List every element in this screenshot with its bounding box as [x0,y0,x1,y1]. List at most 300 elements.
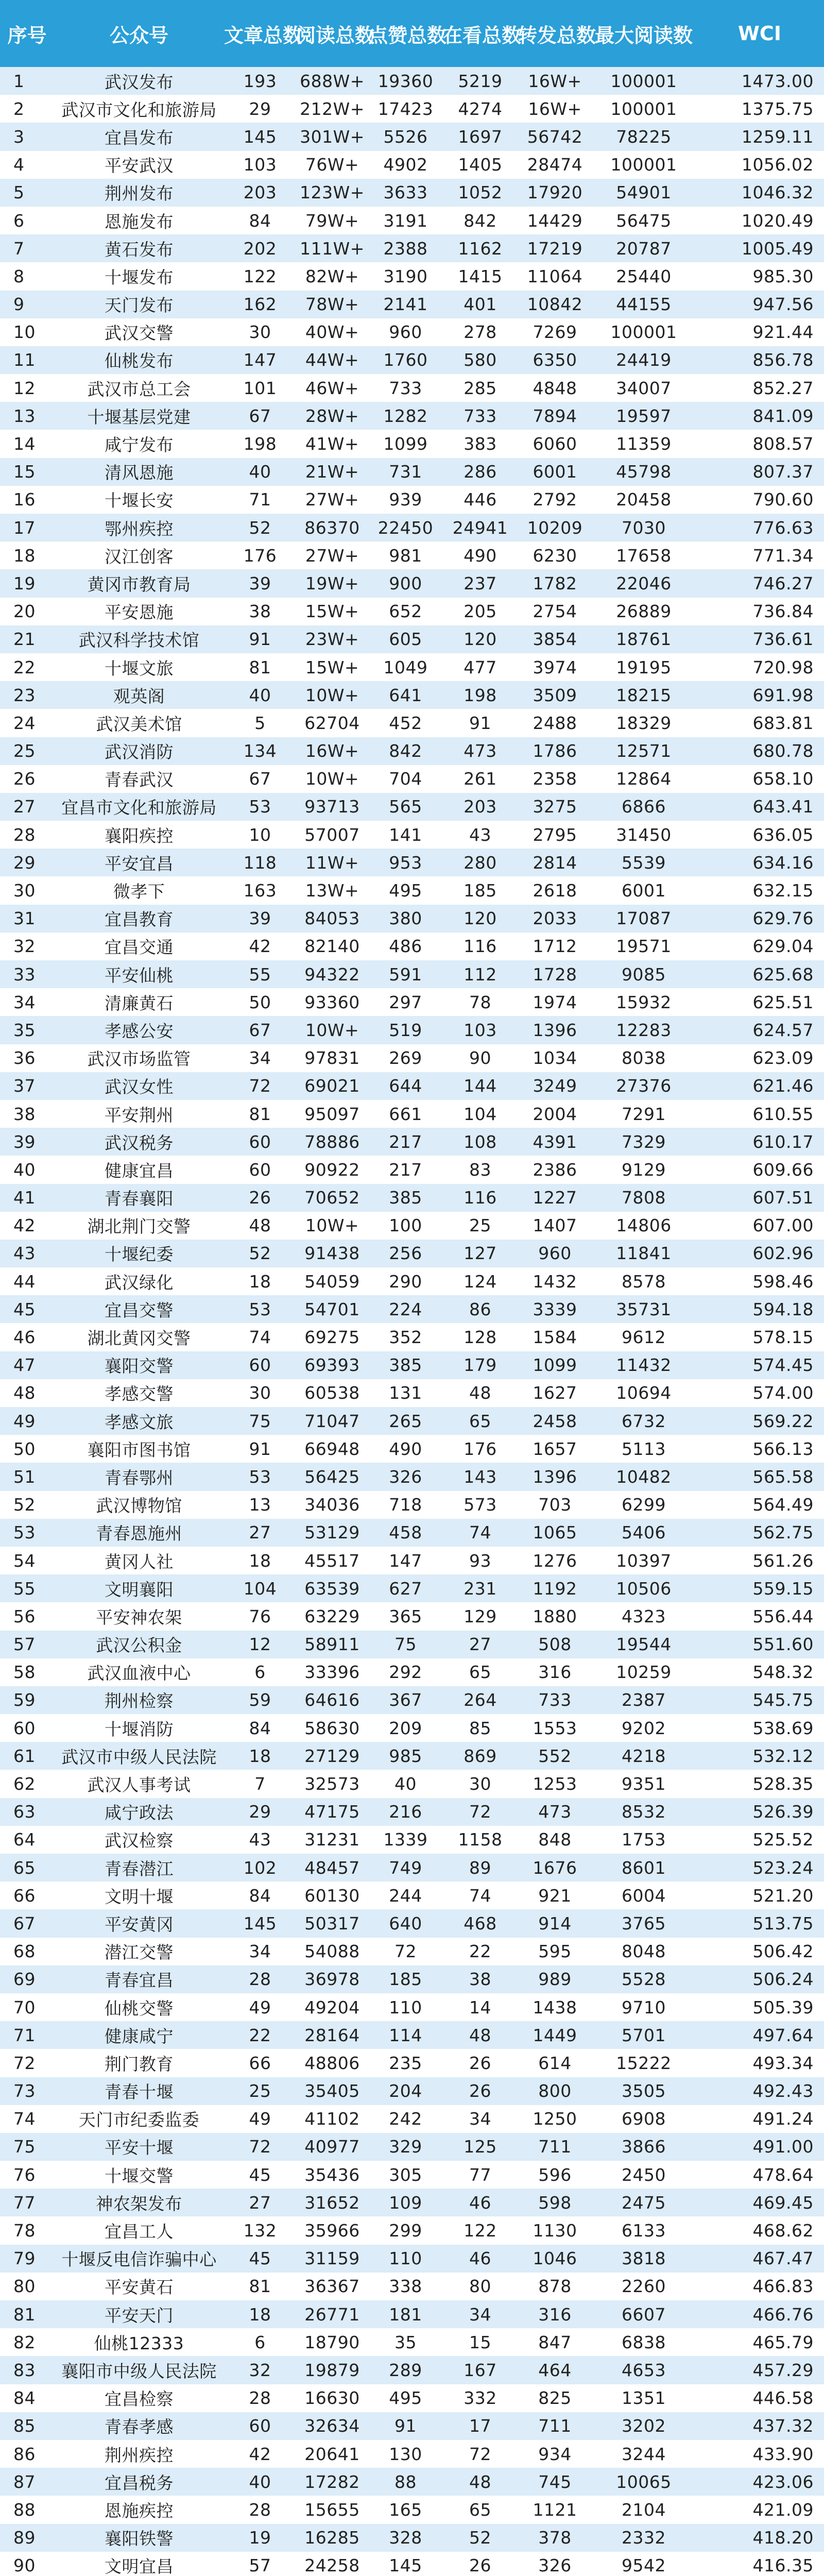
wci-cell: 578.15 [752,1327,814,1348]
account-cell: 青春宜昌 [105,1970,174,1991]
account-cell: 平安黄冈 [105,1914,174,1935]
looking-cell: 4274 [458,98,503,119]
reads-cell: 86370 [304,517,360,538]
forwards-cell: 1880 [533,1606,577,1626]
wci-cell: 562.75 [752,1522,814,1543]
rank-cell: 46 [13,1327,36,1348]
reads-cell: 64616 [304,1690,360,1710]
looking-cell: 179 [464,1355,497,1376]
account-cell: 襄阳市图书馆 [87,1439,191,1460]
account-cell: 平安武汉 [105,156,174,176]
wci-cell: 746.27 [752,573,814,594]
forwards-cell: 711 [538,2137,572,2157]
forwards-cell: 1438 [533,1997,577,2018]
table-row [0,2105,824,2133]
likes-cell: 718 [389,1495,422,1515]
wci-cell: 523.24 [752,1857,814,1878]
articles-cell: 102 [243,1857,277,1878]
account-cell: 宜昌交警 [105,1300,174,1320]
likes-cell: 1282 [383,405,428,426]
reads-cell: 10W+ [305,1020,359,1040]
max-read-cell: 18761 [616,629,672,650]
wci-cell: 947.56 [752,294,814,315]
reads-cell: 34036 [304,1495,360,1515]
reads-cell: 15655 [304,2499,360,2520]
wci-cell: 625.68 [752,964,814,985]
wci-cell: 506.42 [752,1941,814,1962]
articles-cell: 84 [249,1885,271,1906]
max-read-cell: 34007 [616,378,672,398]
max-read-cell: 6908 [622,2109,666,2129]
looking-cell: 203 [464,796,497,817]
forwards-cell: 1121 [533,2499,577,2520]
likes-cell: 204 [389,2081,422,2102]
likes-cell: 110 [389,2248,422,2269]
account-cell: 平安十堰 [105,2138,174,2158]
reads-cell: 69275 [304,1327,360,1348]
articles-cell: 18 [249,1271,271,1292]
table-row [0,67,824,95]
likes-cell: 565 [389,796,422,817]
likes-cell: 842 [389,741,422,761]
articles-cell: 84 [249,210,271,231]
wci-cell: 574.00 [752,1383,814,1403]
likes-cell: 338 [389,2276,422,2297]
table-row [0,262,824,290]
wci-cell: 643.41 [752,796,814,817]
max-read-cell: 12283 [616,1020,672,1040]
forwards-cell: 1192 [533,1578,577,1599]
rank-cell: 54 [13,1550,36,1571]
account-cell: 青春武汉 [105,770,174,790]
max-read-cell: 11432 [616,1355,672,1376]
reads-cell: 111W+ [300,238,365,259]
articles-cell: 74 [249,1327,271,1348]
account-cell: 咸宁发布 [105,435,174,455]
account-cell: 武汉美术馆 [96,714,182,734]
account-cell: 宜昌教育 [105,909,174,930]
max-read-cell: 17087 [616,908,672,929]
likes-cell: 605 [389,629,422,650]
rank-cell: 75 [13,2137,36,2157]
wci-cell: 491.00 [752,2137,814,2157]
reads-cell: 35966 [304,2221,360,2241]
likes-cell: 365 [389,1606,422,1626]
reads-cell: 41W+ [305,434,359,454]
wci-cell: 418.20 [752,2528,814,2548]
wci-cell: 538.69 [752,1718,814,1738]
table-row [0,598,824,625]
looking-cell: 125 [464,2137,497,2157]
header-forwards: 转发总数 [518,24,596,47]
forwards-cell: 733 [538,1690,572,1710]
account-cell: 荆州发布 [105,183,174,204]
articles-cell: 18 [249,1550,271,1571]
table-row [0,1267,824,1295]
table-row [0,318,824,346]
table-row [0,793,824,821]
likes-cell: 3633 [383,182,428,203]
articles-cell: 39 [249,573,271,594]
rank-cell: 86 [13,2444,36,2464]
articles-cell: 26 [249,1188,271,1208]
forwards-cell: 1396 [533,1466,577,1487]
account-cell: 湖北黄冈交警 [87,1328,191,1349]
wci-cell: 513.75 [752,1913,814,1934]
account-cell: 微孝下 [113,882,165,902]
max-read-cell: 3818 [622,2248,666,2269]
forwards-cell: 2792 [533,489,577,510]
likes-cell: 704 [389,769,422,789]
forwards-cell: 1657 [533,1438,577,1459]
header-max-read: 最大阅读数 [594,24,693,47]
articles-cell: 72 [249,1076,271,1096]
rank-cell: 48 [13,1383,36,1403]
articles-cell: 60 [249,1131,271,1152]
account-cell: 汉江创客 [105,546,174,567]
articles-cell: 202 [243,238,277,259]
wci-cell: 497.64 [752,2025,814,2045]
likes-cell: 900 [389,573,422,594]
articles-cell: 52 [249,517,271,538]
wci-cell: 610.17 [752,1131,814,1152]
account-cell: 平安恩施 [105,602,174,623]
table-row [0,1323,824,1351]
articles-cell: 193 [243,71,277,91]
wci-cell: 545.75 [752,1690,814,1710]
looking-cell: 25 [469,1215,491,1236]
wci-cell: 610.55 [752,1104,814,1124]
rank-cell: 24 [13,713,36,733]
looking-cell: 93 [469,1550,491,1571]
table-row [0,2468,824,2496]
articles-cell: 57 [249,2555,271,2576]
rank-cell: 13 [13,405,36,426]
table-row [0,1602,824,1630]
reads-cell: 31652 [304,2192,360,2213]
forwards-cell: 1553 [533,1718,577,1738]
table-row [0,1044,824,1072]
articles-cell: 49 [249,2109,271,2129]
rank-cell: 49 [13,1411,36,1431]
forwards-cell: 1407 [533,1215,577,1236]
rank-cell: 7 [13,238,25,259]
looking-cell: 264 [464,1690,497,1710]
reads-cell: 27W+ [305,489,359,510]
looking-cell: 237 [464,573,497,594]
forwards-cell: 326 [538,2555,572,2576]
rank-cell: 44 [13,1271,36,1292]
forwards-cell: 848 [538,1829,572,1850]
wci-cell: 623.09 [752,1048,814,1069]
articles-cell: 42 [249,2444,271,2464]
table-row [0,151,824,179]
articles-cell: 147 [243,350,277,370]
account-cell: 武汉科学技术馆 [78,630,200,651]
account-cell: 平安神农架 [96,1607,182,1628]
articles-cell: 72 [249,2137,271,2157]
max-read-cell: 19571 [616,936,672,957]
reads-cell: 58911 [304,1634,360,1655]
reads-cell: 79W+ [305,210,359,231]
wci-cell: 559.15 [752,1578,814,1599]
forwards-cell: 800 [538,2081,572,2102]
reads-cell: 82W+ [305,266,359,286]
max-read-cell: 100001 [610,322,677,343]
looking-cell: 116 [464,936,497,957]
rank-cell: 57 [13,1634,36,1655]
wci-cell: 841.09 [752,405,814,426]
max-read-cell: 9542 [622,2555,666,2576]
table-row [0,653,824,681]
looking-cell: 1697 [458,126,503,147]
likes-cell: 2141 [383,294,428,315]
rank-cell: 8 [13,266,25,286]
account-cell: 仙桃12333 [94,2333,184,2353]
rank-cell: 59 [13,1690,36,1710]
rank-cell: 85 [13,2416,36,2436]
rank-cell: 55 [13,1578,36,1599]
wci-cell: 561.26 [752,1550,814,1571]
articles-cell: 176 [243,545,277,566]
rank-cell: 28 [13,824,36,845]
looking-cell: 1162 [458,238,503,259]
rank-cell: 81 [13,2304,36,2325]
likes-cell: 385 [389,1188,422,1208]
max-read-cell: 45798 [616,462,672,482]
looking-cell: 278 [464,322,497,343]
max-read-cell: 15932 [616,992,672,1012]
table-row [0,1574,824,1602]
account-cell: 十堰交警 [105,2165,174,2186]
looking-cell: 473 [464,741,497,761]
header-row [0,0,824,67]
reads-cell: 16630 [304,2388,360,2409]
max-read-cell: 1351 [622,2388,666,2409]
table-row [0,876,824,904]
rank-cell: 30 [13,880,36,901]
table-row [0,1463,824,1490]
wci-cell: 790.60 [752,489,814,510]
forwards-cell: 2004 [533,1104,577,1124]
rank-cell: 65 [13,1857,36,1878]
table-row [0,2245,824,2273]
forwards-cell: 2754 [533,601,577,622]
account-cell: 咸宁政法 [105,1803,174,1823]
table-row [0,1826,824,1854]
likes-cell: 17423 [377,98,434,119]
likes-cell: 244 [389,1885,422,1906]
rank-cell: 73 [13,2081,36,2102]
looking-cell: 72 [469,2444,491,2464]
reads-cell: 20641 [304,2444,360,2464]
table-row [0,1993,824,2021]
reads-cell: 54701 [304,1299,360,1319]
rank-cell: 47 [13,1355,36,1376]
reads-cell: 47175 [304,1802,360,1822]
table-row [0,1798,824,1826]
forwards-cell: 56742 [527,126,583,147]
account-cell: 武汉血液中心 [87,1663,191,1684]
reads-cell: 10W+ [305,769,359,789]
looking-cell: 280 [464,852,497,873]
wci-cell: 551.60 [752,1634,814,1655]
wci-cell: 602.96 [752,1243,814,1264]
looking-cell: 90 [469,1048,491,1069]
articles-cell: 6 [254,2332,266,2352]
account-cell: 十堰文旅 [105,658,174,679]
looking-cell: 46 [469,2248,491,2269]
likes-cell: 91 [394,2416,417,2436]
max-read-cell: 24419 [616,350,672,370]
max-read-cell: 35731 [616,1299,672,1319]
forwards-cell: 3509 [533,685,577,705]
max-read-cell: 14806 [616,1215,672,1236]
max-read-cell: 25440 [616,266,672,286]
forwards-cell: 1046 [533,2248,577,2269]
looking-cell: 122 [464,2221,497,2241]
looking-cell: 77 [469,2164,491,2185]
likes-cell: 265 [389,1411,422,1431]
wci-cell: 526.39 [752,1802,814,1822]
account-cell: 荆门教育 [105,2054,174,2074]
wci-cell: 807.37 [752,462,814,482]
likes-cell: 458 [389,1522,422,1543]
max-read-cell: 3866 [622,2137,666,2157]
articles-cell: 7 [254,1774,266,1794]
max-read-cell: 11359 [616,434,672,454]
account-cell: 平安仙桃 [105,965,174,986]
articles-cell: 132 [243,2221,277,2241]
rank-cell: 19 [13,573,36,594]
wci-cell: 566.13 [752,1438,814,1459]
account-cell: 武汉交警 [105,323,174,344]
max-read-cell: 9351 [622,1774,666,1794]
rank-cell: 11 [13,350,36,370]
max-read-cell: 5539 [622,852,666,873]
looking-cell: 401 [464,294,497,315]
rank-cell: 71 [13,2025,36,2045]
looking-cell: 65 [469,1662,491,1683]
rank-cell: 40 [13,1159,36,1180]
articles-cell: 71 [249,489,271,510]
likes-cell: 367 [389,1690,422,1710]
table-row [0,1631,824,1658]
account-cell: 恩施疾控 [105,2500,174,2521]
reads-cell: 53129 [304,1522,360,1543]
table-row [0,2273,824,2300]
articles-cell: 91 [249,629,271,650]
max-read-cell: 8038 [622,1048,666,1069]
likes-cell: 5526 [383,126,428,147]
rank-cell: 18 [13,545,36,566]
likes-cell: 75 [394,1634,417,1655]
max-read-cell: 3202 [622,2416,666,2436]
table-row [0,569,824,597]
max-read-cell: 8532 [622,1802,666,1822]
articles-cell: 49 [249,1997,271,2018]
looking-cell: 477 [464,657,497,677]
rank-cell: 58 [13,1662,36,1683]
forwards-cell: 2814 [533,852,577,873]
forwards-cell: 596 [538,2164,572,2185]
max-read-cell: 7030 [622,517,666,538]
account-cell: 青春孝感 [105,2417,174,2437]
looking-cell: 842 [464,210,497,231]
wci-cell: 457.29 [752,2360,814,2380]
reads-cell: 27129 [304,1745,360,1766]
account-cell: 平安天门 [105,2305,174,2326]
forwards-cell: 711 [538,2416,572,2436]
likes-cell: 591 [389,964,422,985]
looking-cell: 573 [464,1495,497,1515]
table-row [0,1938,824,1965]
max-read-cell: 2332 [622,2528,666,2548]
likes-cell: 114 [389,2025,422,2045]
forwards-cell: 2033 [533,908,577,929]
max-read-cell: 20787 [616,238,672,259]
max-read-cell: 10397 [616,1550,672,1571]
account-cell: 武汉博物馆 [96,1496,182,1516]
likes-cell: 452 [389,713,422,733]
reads-cell: 15W+ [305,657,359,677]
reads-cell: 56425 [304,1466,360,1487]
likes-cell: 328 [389,2528,422,2548]
reads-cell: 32573 [304,1774,360,1794]
looking-cell: 24941 [452,517,508,538]
max-read-cell: 10482 [616,1466,672,1487]
rank-cell: 62 [13,1774,36,1794]
reads-cell: 46W+ [305,378,359,398]
table-row [0,1686,824,1714]
forwards-cell: 1432 [533,1271,577,1292]
likes-cell: 495 [389,2388,422,2409]
wci-cell: 446.58 [752,2388,814,2409]
rank-cell: 25 [13,741,36,761]
likes-cell: 22450 [377,517,434,538]
account-cell: 文明十堰 [105,1886,174,1907]
likes-cell: 495 [389,880,422,901]
rank-cell: 83 [13,2360,36,2380]
likes-cell: 19360 [377,71,434,91]
table-row [0,346,824,374]
likes-cell: 217 [389,1159,422,1180]
rank-cell: 6 [13,210,25,231]
articles-cell: 203 [243,182,277,203]
wci-cell: 465.79 [752,2332,814,2352]
reads-cell: 10W+ [305,1215,359,1236]
reads-cell: 17282 [304,2471,360,2492]
rank-cell: 41 [13,1188,36,1208]
header-articles: 文章总数 [224,24,303,47]
wci-cell: 607.00 [752,1215,814,1236]
looking-cell: 26 [469,2081,491,2102]
likes-cell: 35 [394,2332,417,2352]
reads-cell: 58630 [304,1718,360,1738]
articles-cell: 27 [249,1522,271,1543]
max-read-cell: 10694 [616,1383,672,1403]
max-read-cell: 1753 [622,1829,666,1850]
looking-cell: 91 [469,713,491,733]
looking-cell: 38 [469,1969,491,1990]
reads-cell: 18790 [304,2332,360,2352]
wci-cell: 683.81 [752,713,814,733]
account-cell: 平安宜昌 [105,853,174,874]
likes-cell: 352 [389,1327,422,1348]
account-cell: 青春襄阳 [105,1189,174,1209]
reads-cell: 16285 [304,2528,360,2548]
wci-cell: 466.83 [752,2276,814,2297]
